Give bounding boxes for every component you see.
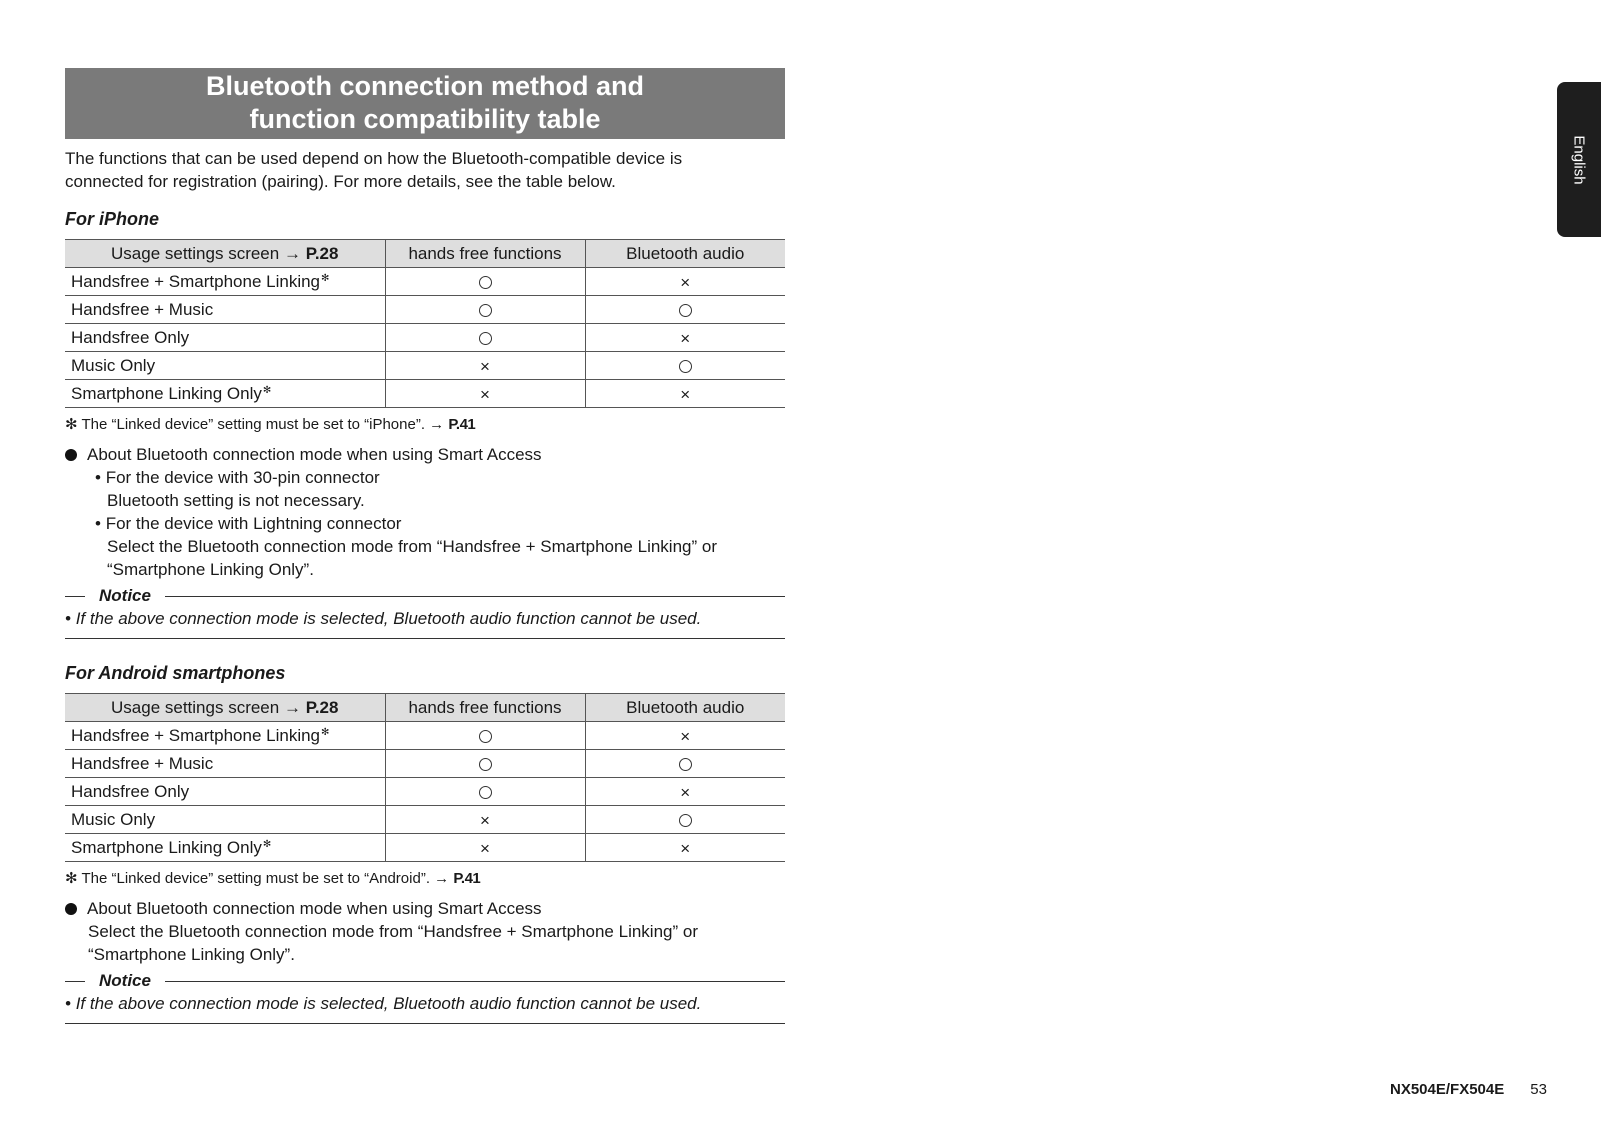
bt-audio-cell xyxy=(585,296,785,324)
bullet-30pin: • For the device with 30-pin connector xyxy=(95,468,380,487)
table-row xyxy=(65,834,785,862)
android-compat-table xyxy=(65,693,785,862)
row-label: Music Only xyxy=(65,806,385,834)
row-label: Handsfree + Smartphone Linking✻ xyxy=(65,722,385,750)
right-arrow-icon: → xyxy=(429,416,445,433)
iphone-notice-header xyxy=(65,585,785,607)
android-notice-text: • If the above connection mode is selected, Bluetooth audio function cannot be used. xyxy=(65,992,785,1024)
cross-icon: × xyxy=(480,384,490,404)
row-label: Handsfree + Music xyxy=(65,750,385,778)
row-label: Handsfree + Smartphone Linking✻ xyxy=(65,268,385,296)
bt-audio-cell xyxy=(585,834,785,862)
cross-icon: × xyxy=(480,838,490,858)
iphone-notice-text: • If the above connection mode is selected, Bluetooth audio function cannot be used. xyxy=(65,607,785,639)
bullet-lightning-detail-2: “Smartphone Linking Only”. xyxy=(107,560,314,579)
cross-icon: × xyxy=(480,810,490,830)
right-arrow-icon: → xyxy=(434,870,450,887)
table-row xyxy=(65,806,785,834)
hands-free-cell xyxy=(385,268,585,296)
bt-audio-cell xyxy=(585,352,785,380)
about-heading: About Bluetooth connection mode when using Smart Access xyxy=(65,897,785,920)
hands-free-cell xyxy=(385,324,585,352)
row-label: Handsfree Only xyxy=(65,778,385,806)
hands-free-cell xyxy=(385,722,585,750)
asterisk-icon: ✻ xyxy=(262,384,272,396)
iphone-footnote: ✻ The “Linked device” setting must be set to “iPhone”. → P.41 xyxy=(65,416,476,433)
table-header-row xyxy=(65,694,785,722)
row-label: Handsfree + Music xyxy=(65,296,385,324)
language-tab-label: English xyxy=(1570,134,1588,185)
bt-audio-cell xyxy=(585,806,785,834)
circle-icon xyxy=(479,332,492,345)
circle-icon xyxy=(479,276,492,289)
page-ref: P.41 xyxy=(453,870,481,887)
about-heading: About Bluetooth connection mode when using Smart Access xyxy=(65,443,785,466)
iphone-smart-access-info xyxy=(65,443,785,581)
asterisk-icon: ✻ xyxy=(65,870,78,887)
right-arrow-icon: → xyxy=(283,697,301,717)
row-label: Smartphone Linking Only✻ xyxy=(65,834,385,862)
page-number: 53 xyxy=(1530,1081,1547,1098)
model-number: NX504E/FX504E xyxy=(1390,1081,1505,1098)
notice-title: Notice xyxy=(99,586,151,605)
circle-icon xyxy=(679,814,692,827)
header-bt-audio: Bluetooth audio xyxy=(585,694,785,722)
circle-icon xyxy=(679,360,692,373)
page-title xyxy=(65,68,785,139)
table-row xyxy=(65,268,785,296)
about-detail-1: Select the Bluetooth connection mode from “Handsfree + Smartphone Linking” or xyxy=(88,922,698,941)
asterisk-icon: ✻ xyxy=(65,416,78,433)
row-label: Handsfree Only xyxy=(65,324,385,352)
hands-free-cell xyxy=(385,352,585,380)
row-label: Smartphone Linking Only✻ xyxy=(65,380,385,408)
cross-icon: × xyxy=(680,384,691,404)
circle-icon xyxy=(679,758,692,771)
hands-free-cell xyxy=(385,296,585,324)
cross-icon: × xyxy=(680,782,691,802)
asterisk-icon: ✻ xyxy=(321,272,330,284)
hands-free-cell xyxy=(385,806,585,834)
table-header-row xyxy=(65,240,785,268)
cross-icon: × xyxy=(680,838,691,858)
bt-audio-cell xyxy=(585,778,785,806)
intro-line-2: connected for registration (pairing). For more details, see the table below. xyxy=(65,172,616,191)
cross-icon: × xyxy=(480,356,490,376)
android-smart-access-info xyxy=(65,897,785,966)
title-line-1: Bluetooth connection method and xyxy=(206,71,644,101)
bullet-30pin-detail: Bluetooth setting is not necessary. xyxy=(107,491,365,510)
language-tab xyxy=(1557,82,1601,237)
table-row xyxy=(65,296,785,324)
bullet-lightning: • For the device with Lightning connector xyxy=(95,514,402,533)
header-bt-audio: Bluetooth audio xyxy=(585,240,785,268)
right-arrow-icon: → xyxy=(283,243,301,263)
bullet-dot-icon xyxy=(65,903,77,915)
circle-icon xyxy=(479,730,492,743)
hands-free-cell xyxy=(385,380,585,408)
header-usage: Usage settings screen → P.28 xyxy=(65,694,385,722)
page-ref: P.28 xyxy=(305,243,339,263)
notice-title: Notice xyxy=(99,971,151,990)
about-detail-2: “Smartphone Linking Only”. xyxy=(88,945,295,964)
page-ref: P.41 xyxy=(448,416,476,433)
table-row xyxy=(65,778,785,806)
android-heading: For Android smartphones xyxy=(65,663,286,683)
table-row xyxy=(65,352,785,380)
circle-icon xyxy=(479,304,492,317)
iphone-compat-table xyxy=(65,239,785,408)
bt-audio-cell xyxy=(585,268,785,296)
page-ref: P.28 xyxy=(305,697,339,717)
android-notice-header xyxy=(65,970,785,992)
circle-icon xyxy=(679,304,692,317)
row-label: Music Only xyxy=(65,352,385,380)
hands-free-cell xyxy=(385,750,585,778)
header-hands-free: hands free functions xyxy=(385,694,585,722)
circle-icon xyxy=(479,786,492,799)
intro-line-1: The functions that can be used depend on how the Bluetooth-compatible device is xyxy=(65,149,683,168)
bt-audio-cell xyxy=(585,750,785,778)
asterisk-icon: ✻ xyxy=(262,838,272,850)
asterisk-icon: ✻ xyxy=(321,726,330,738)
table-row xyxy=(65,722,785,750)
hands-free-cell xyxy=(385,834,585,862)
content-column xyxy=(65,68,785,1024)
bt-audio-cell xyxy=(585,380,785,408)
title-line-2: function compatibility table xyxy=(249,104,601,134)
iphone-heading: For iPhone xyxy=(65,209,159,229)
cross-icon: × xyxy=(680,328,691,348)
table-row xyxy=(65,324,785,352)
table-row xyxy=(65,750,785,778)
hands-free-cell xyxy=(385,778,585,806)
cross-icon: × xyxy=(680,272,691,292)
android-footnote: ✻ The “Linked device” setting must be set to “Android”. → P.41 xyxy=(65,870,481,887)
cross-icon: × xyxy=(680,726,691,746)
header-hands-free: hands free functions xyxy=(385,240,585,268)
intro-text xyxy=(65,147,785,193)
bullet-lightning-detail-1: Select the Bluetooth connection mode from “Handsfree + Smartphone Linking” or xyxy=(107,537,717,556)
bullet-dot-icon xyxy=(65,449,77,461)
bt-audio-cell xyxy=(585,324,785,352)
circle-icon xyxy=(479,758,492,771)
header-usage: Usage settings screen → P.28 xyxy=(65,240,385,268)
page-footer xyxy=(1390,1081,1547,1098)
bt-audio-cell xyxy=(585,722,785,750)
table-row xyxy=(65,380,785,408)
